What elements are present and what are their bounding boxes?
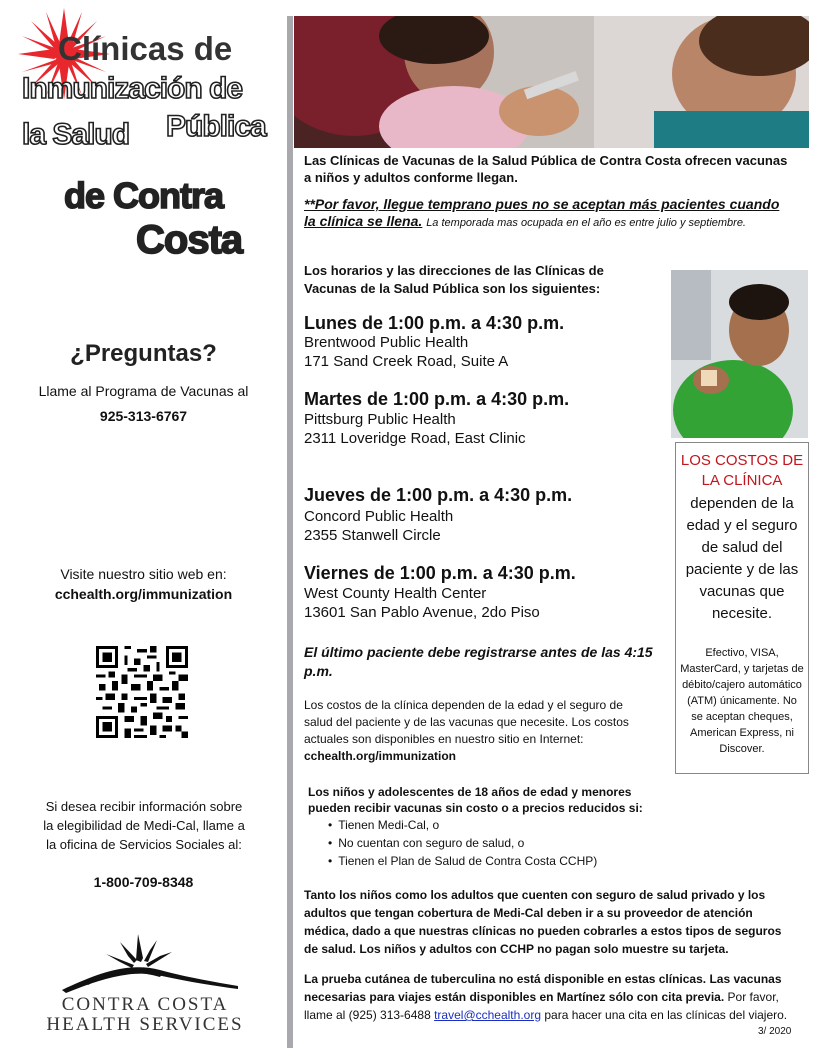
costs-body: Los costos de la clínica dependen de la edad y el seguro de salud del paciente y de las vacunas que necesite. Los costos actuales son disponibles en nuestro sitio en Internet: <box>304 698 629 746</box>
qr-code-icon <box>96 646 188 738</box>
kids-intro: Los niños y adolescentes de 18 años de edad y menores pueden recibir vacunas sin costo o a precios reducidos si: <box>308 785 643 815</box>
boy-photo <box>671 270 808 438</box>
clinic-name: Concord Public Health <box>304 508 454 525</box>
warning-main: **Por favor, llegue temprano pues no se aceptan más pacientes cuando la clínica se llena. <box>304 196 780 229</box>
clinic-location <box>304 584 540 622</box>
clinic-day: Lunes de 1:00 p.m. a 4:30 p.m. <box>304 313 565 333</box>
logo-text-line-1: CONTRA COSTA <box>61 994 229 1015</box>
clinic-address: 2355 Stanwell Circle <box>304 527 441 544</box>
title-line-1: Clínicas de <box>58 30 233 67</box>
title-line-2: Inmunización de <box>22 72 243 105</box>
clinic-address: 2311 Loveridge Road, East Clinic <box>304 430 526 447</box>
clinic-location <box>304 507 453 545</box>
questions-text: Llame al Programa de Vacunas al <box>38 383 249 399</box>
left-column <box>0 0 287 1058</box>
costs-text <box>304 697 644 765</box>
clinic-address: 171 Sand Creek Road, Suite A <box>304 353 509 370</box>
cost-box-payment: Efectivo, VISA, MasterCard, y tarjetas de débito/cajero automático (ATM) únicamente. No se aceptan cheques, American Express, ni Discover. <box>680 647 804 755</box>
hero-photo-vaccination <box>294 16 809 148</box>
revision-date: 3/ 2020 <box>758 1026 792 1037</box>
tb-travel-text <box>304 970 794 1024</box>
clinic-name: Pittsburg Public Health <box>304 411 456 428</box>
clinic-day: Martes de 1:00 p.m. a 4:30 p.m. <box>304 389 570 409</box>
clinic-address: 13601 San Pablo Avenue, 2do Piso <box>304 604 540 621</box>
logo-text-line-2: HEALTH SERVICES <box>46 1014 244 1035</box>
list-item: • Tienen el Plan de Salud de Contra Costa CCHP) <box>328 852 597 870</box>
title-line-3a: la Salud <box>22 118 130 151</box>
questions-heading: ¿Preguntas? <box>70 340 217 367</box>
clinic-name: West County Health Center <box>304 585 487 602</box>
intro-text: Las Clínicas de Vacunas de la Salud Pública de Contra Costa ofrecen vacunas a niños y adultos conforme llegan. <box>304 153 788 185</box>
column-divider <box>287 16 293 1048</box>
tb-text-1: Por favor, llame al (925) 313-6488 <box>304 990 779 1022</box>
travel-email-link[interactable]: travel@cchealth.org <box>434 1008 541 1022</box>
medi-cal-text: Si desea recibir información sobre la elegibilidad de Medi-Cal, llame a la oficina de Servicios Sociales al: <box>43 799 245 852</box>
cost-box <box>675 442 809 774</box>
warning-note: La temporada mas ocupada en el año es entre julio y septiembre. <box>426 217 746 229</box>
title-line-3b: Pública <box>166 110 266 143</box>
list-item: • Tienen Medi-Cal, o <box>328 816 597 834</box>
questions-phone: 925-313-6767 <box>99 408 188 424</box>
title-line-4: de Contra <box>64 175 224 216</box>
website-text: Visite nuestro sitio web en: <box>60 566 227 582</box>
costs-url: cchealth.org/immunization <box>304 749 457 763</box>
clinic-location <box>304 410 526 448</box>
tb-text-2: para hacer una cita en las clínicas del viajero. <box>544 1008 788 1022</box>
title-line-5: Costa <box>136 218 243 262</box>
clinic-day: Viernes de 1:00 p.m. a 4:30 p.m. <box>304 563 576 583</box>
medi-cal-phone: 1-800-709-8348 <box>93 874 194 890</box>
warning-text <box>304 196 794 232</box>
website-url: cchealth.org/immunization <box>54 586 233 602</box>
list-item: • No cuentan con seguro de salud, o <box>328 834 597 852</box>
schedule-intro: Los horarios y las direcciones de las Clínicas de Vacunas de la Salud Pública son los siguientes: <box>304 263 604 296</box>
clinic-name: Brentwood Public Health <box>304 334 469 351</box>
clinic-location <box>304 333 508 371</box>
clinic-day: Jueves de 1:00 p.m. a 4:30 p.m. <box>304 485 573 505</box>
tb-bold: La prueba cutánea de tuberculina no está disponible en estas clínicas. Las vacunas necesarias para viajes están disponibles en Martínez sólo con cita previa. <box>304 972 782 1004</box>
last-patient-note: El último paciente debe registrarse antes de las 4:15 p.m. <box>304 644 653 679</box>
kids-list <box>328 816 597 870</box>
cost-box-title: LOS COSTOS DE LA CLÍNICA <box>680 452 804 489</box>
cost-box-body: dependen de la edad y el seguro de salud del paciente y de las vacunas que necesite. <box>685 495 799 622</box>
private-insurance-text: Tanto los niños como los adultos que cuenten con seguro de salud privado y los adultos que tengan cobertura de Medi-Cal deben ir a su proveedor de atención médica, dado a que nuestras clínicas no pueden cobrarles a estos tipos de seguros de salud. Los niños y adultos con CCHP no pagan solo muestre su tarjeta. <box>304 888 782 956</box>
